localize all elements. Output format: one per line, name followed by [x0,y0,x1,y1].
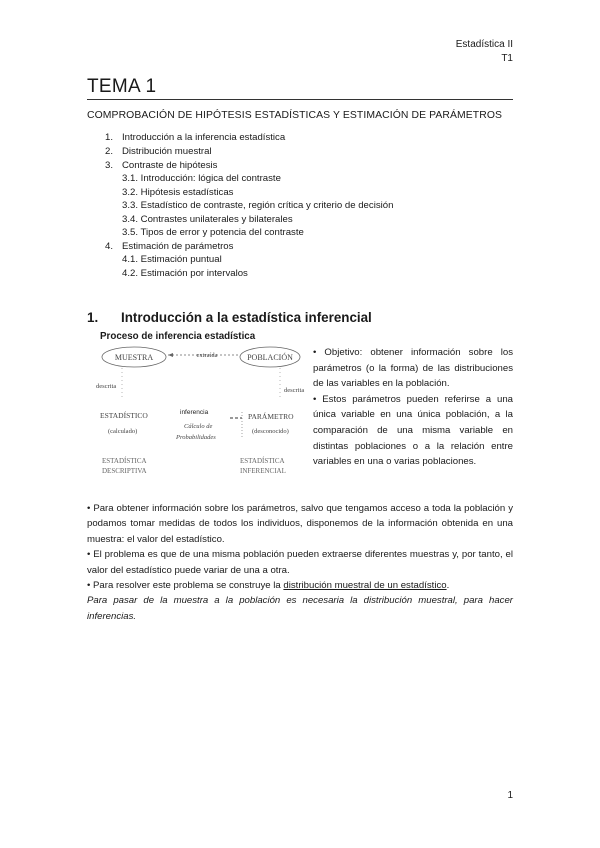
inference-process-diagram [92,342,312,482]
descrita-right-label: descrita [284,387,305,394]
toc-item: Introducción a la inferencia estadística [122,132,286,143]
body-p3-prefix: • Para resolver este problema se construye la [87,580,284,592]
body-paragraph-3 [87,578,513,593]
title-divider [87,99,513,100]
parametro-label: PARÁMETRO [248,412,294,421]
running-header [456,38,513,66]
poblacion-label: POBLACIÓN [247,353,293,362]
toc-item: Distribución muestral [122,146,212,157]
section-title: Introducción a la estadística inferencial [121,310,372,325]
calculo-label-2: Probabilidades [176,434,216,441]
objective-paragraph: • Estos parámetros pueden referirse a una única variable en una única población, a la comparación de una misma variable en distintas poblaciones o a la relación entre variables en una o varias poblaciones. [313,393,513,468]
descriptiva-line-2: DESCRIPTIVA [102,467,147,475]
objective-paragraph: • Objetivo: obtener información sobre los parámetros (o la forma) de las distribuciones de las variables en la población. [313,347,513,390]
section-heading [87,310,372,325]
inferencial-line-1: ESTADÍSTICA [240,457,285,465]
toc-subitem: 4.2. Estimación por intervalos [122,268,248,279]
desconocido-label: (desconocido) [252,428,289,435]
toc-subitem: 3.4. Contrastes unilaterales y bilaterales [122,214,293,225]
toc-num: 3. [105,160,114,171]
page-subtitle: COMPROBACIÓN DE HIPÓTESIS ESTADÍSTICAS Y ESTIMACIÓN DE PARÁMETROS [87,110,503,121]
body-text [87,501,513,624]
toc-num: 2. [105,146,114,157]
muestra-label: MUESTRA [114,353,154,362]
toc-item: Contraste de hipótesis [122,160,218,171]
inferencial-line-2: INFERENCIAL [240,467,286,475]
toc-item: Estimación de parámetros [122,241,234,252]
calculado-label: (calculado) [108,428,138,435]
objective-text [313,345,513,470]
body-paragraph-2: • El problema es que de una misma población pueden extraerse diferentes muestras y, por tanto, el valor del estadístico puede variar de una a otra. [87,549,513,576]
header-course: Estadística II [455,39,513,50]
toc-subitem: 3.1. Introducción: lógica del contraste [122,173,281,184]
body-paragraph-4: Para pasar de la muestra a la población es necesaria la distribución muestral, para hacer inferencias. [87,595,513,622]
body-paragraph-1: • Para obtener información sobre los parámetros, salvo que tengamos acceso a toda la población y podamos tomar medidas de todos los individuos, disponemos de la información obtenida en una muestra: el valor del estadístico. [87,503,513,545]
header-code: T1 [501,53,513,64]
extraida-arrowhead [168,353,173,357]
descrita-left-label: descrita [96,383,117,390]
toc-subitem: 4.1. Estimación puntual [122,254,222,265]
toc-subitem: 3.2. Hipótesis estadísticas [122,187,234,198]
extraida-label: extraída [196,352,218,359]
figure-title: Proceso de inferencia estadística [100,331,256,342]
inferencia-label: inferencia [180,409,209,416]
toc-num: 4. [105,241,114,252]
descriptiva-line-1: ESTADÍSTICA [102,457,147,465]
estadistico-label: ESTADÍSTICO [100,411,148,420]
page-number: 1 [507,790,513,801]
body-p3-suffix: . [446,580,450,592]
toc-num: 1. [105,132,114,143]
toc-subitem: 3.3. Estadístico de contraste, región crítica y criterio de decisión [122,200,394,211]
distribucion-muestral-term: distribución muestral de un estadístico [283,580,447,592]
calculo-label-1: Cálculo de [184,423,213,430]
section-number: 1. [87,310,99,325]
toc-subitem: 3.5. Tipos de error y potencia del contraste [122,227,304,238]
page-title: TEMA 1 [87,76,157,97]
